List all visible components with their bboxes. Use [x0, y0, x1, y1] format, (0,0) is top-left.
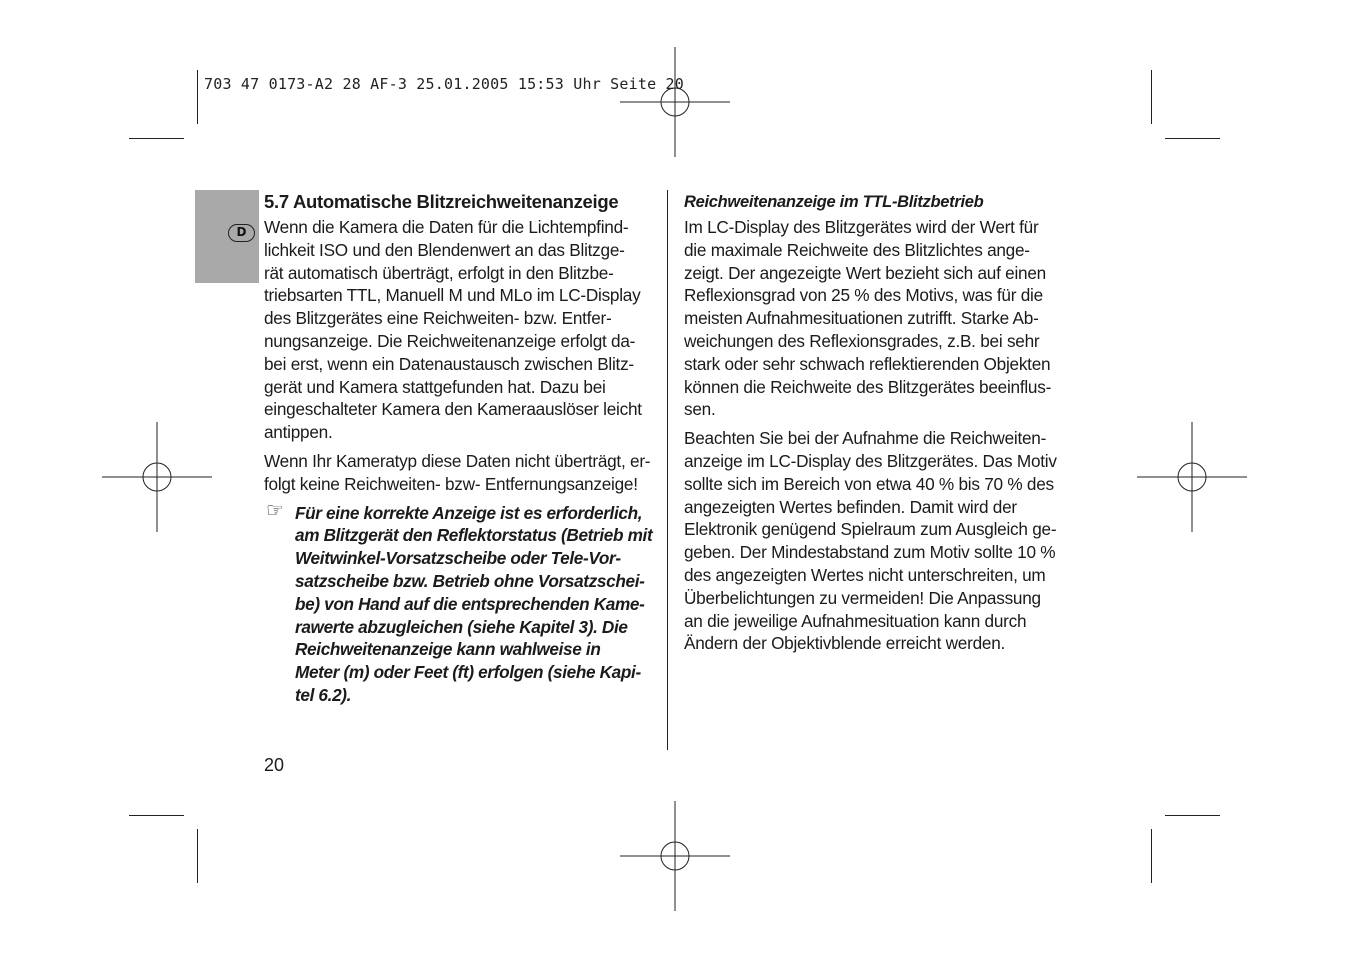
text-line: sollte sich im Bereich von etwa 40 % bis 70 % des [684, 473, 1054, 494]
crop-mark-top-right-horizontal [1165, 138, 1220, 139]
right-paragraph-2 [684, 427, 1084, 655]
column-divider [667, 190, 668, 750]
text-line: Überbelichtungen zu vermeiden! Die Anpassung [684, 587, 1041, 608]
note-line: Für eine korrekte Anzeige ist es erforderlich, [295, 502, 643, 523]
print-slug: 703 47 0173-A2 28 AF-3 25.01.2005 15:53 Uhr Seite 20 [204, 75, 684, 93]
text-line: anzeige im LC-Display des Blitzgerätes. Das Motiv [684, 450, 1057, 471]
note-line: Meter (m) oder Feet (ft) erfolgen (siehe Kapi- [295, 662, 641, 683]
left-paragraph-1 [264, 216, 660, 444]
text-line: Reflexionsgrad von 25 % des Motivs, was für die [684, 285, 1043, 306]
text-line: geben. Der Mindestabstand zum Motiv sollte 10 % [684, 542, 1056, 563]
text-line: Elektronik genügend Spielraum zum Ausgleich ge- [684, 519, 1057, 540]
text-line: gerät und Kamera stattgefunden hat. Dazu bei [264, 376, 606, 397]
text-line: die maximale Reichweite des Blitzlichtes ange- [684, 239, 1030, 260]
section-heading: 5.7 Automatische Blitzreichweitenanzeige [264, 191, 619, 212]
text-line: bei erst, wenn ein Datenaustausch zwischen Blitz- [264, 353, 634, 374]
text-line: folgt keine Reichweiten- bzw- Entfernungsanzeige! [264, 473, 638, 494]
page-number: 20 [264, 755, 285, 775]
language-badge: D [228, 224, 255, 242]
registration-mark-left [102, 422, 212, 532]
crop-mark-bottom-right-horizontal [1165, 815, 1220, 816]
left-paragraph-2 [264, 450, 660, 496]
text-line: lichkeit ISO und den Blendenwert an das Blitzge- [264, 239, 625, 260]
text-line: angezeigten Wertes befinden. Damit wird der [684, 496, 1017, 517]
text-line: meisten Aufnahmesituationen zutrifft. Starke Ab- [684, 308, 1039, 329]
text-line: sen. [684, 399, 716, 420]
text-line: des angezeigten Wertes nicht unterschreiten, um [684, 564, 1046, 585]
crop-mark-bottom-left-vertical [197, 829, 198, 883]
registration-mark-top [620, 47, 730, 157]
note-line: Reichweitenanzeige kann wahlweise in [295, 639, 601, 660]
note-block [264, 499, 660, 707]
text-line: eingeschalteter Kamera den Kameraauslöser leicht [264, 399, 642, 420]
right-column [684, 190, 1084, 655]
right-paragraph-1 [684, 216, 1084, 421]
text-line: Wenn die Kamera die Daten für die Lichtempfind- [264, 217, 629, 237]
text-line: stark oder sehr schwach reflektierenden Objekten [684, 353, 1051, 374]
text-line: des Blitzgerätes eine Reichweiten- bzw. Entfer- [264, 308, 612, 329]
registration-mark-right [1137, 422, 1247, 532]
note-line: tel 6.2). [295, 684, 352, 705]
text-line: triebsarten TTL, Manuell M und MLo im LC-Display [264, 285, 641, 306]
note-line: am Blitzgerät den Reflektorstatus (Betrieb mit [295, 525, 653, 546]
text-line: Beachten Sie bei der Aufnahme die Reichweiten- [684, 428, 1047, 449]
text-line: rät automatisch überträgt, erfolgt in den Blitzbe- [264, 262, 614, 283]
text-line: nungsanzeige. Die Reichweitenanzeige erfolgt da- [264, 330, 636, 351]
subsection-heading: Reichweitenanzeige im TTL-Blitzbetrieb [684, 193, 984, 211]
text-line: weichungen des Reflexionsgrades, z.B. bei sehr [684, 330, 1040, 351]
text-line: Ändern der Objektivblende erreicht werden. [684, 633, 1006, 654]
text-line: an die jeweilige Aufnahmesituation kann durch [684, 610, 1027, 631]
text-line: Im LC-Display des Blitzgerätes wird der Wert für [684, 217, 1039, 237]
crop-mark-bottom-right-vertical [1151, 829, 1152, 883]
text-line: können die Reichweite des Blitzgerätes beeinflus- [684, 376, 1052, 397]
note-line: Weitwinkel-Vorsatzscheibe oder Tele-Vor- [295, 548, 621, 569]
crop-mark-top-right-vertical [1151, 70, 1152, 124]
left-column [264, 190, 660, 707]
crop-mark-bottom-left-horizontal [129, 815, 184, 816]
pointing-hand-icon: ☞ [266, 499, 284, 522]
note-line: rawerte abzugleichen (siehe Kapitel 3). Die [295, 616, 628, 637]
note-line: satzscheibe bzw. Betrieb ohne Vorsatzschei- [295, 570, 645, 591]
text-line: antippen. [264, 422, 333, 443]
note-line: be) von Hand auf die entsprechenden Kame- [295, 593, 645, 614]
registration-mark-bottom [620, 801, 730, 911]
crop-mark-top-left-vertical [197, 70, 198, 124]
text-line: zeigt. Der angezeigte Wert bezieht sich auf einen [684, 262, 1046, 283]
crop-mark-top-left-horizontal [129, 138, 184, 139]
text-line: Wenn Ihr Kameratyp diese Daten nicht überträgt, er- [264, 450, 651, 471]
